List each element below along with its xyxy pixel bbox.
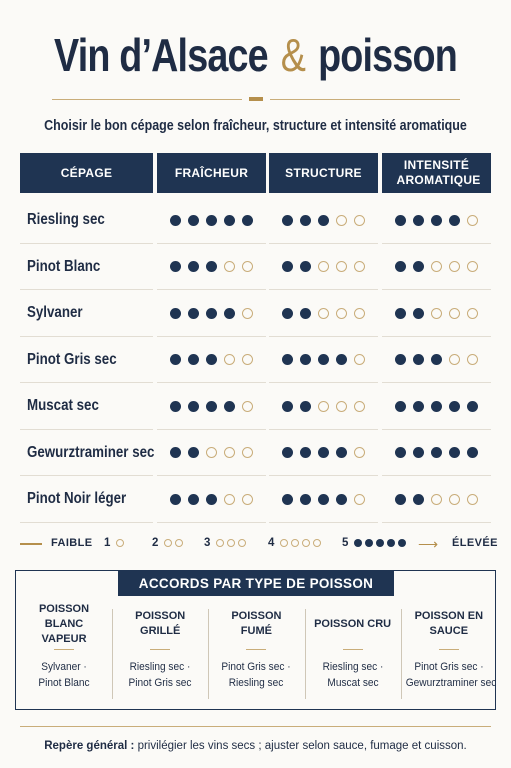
filled-dot-icon xyxy=(282,215,293,226)
fish-type xyxy=(17,602,111,645)
empty-dot-icon xyxy=(467,494,478,505)
empty-dot-icon xyxy=(116,539,124,547)
freshness-rating xyxy=(157,197,266,244)
filled-dot-icon xyxy=(282,261,293,272)
empty-dot-icon xyxy=(336,261,347,272)
grape-name: Pinot Gris sec xyxy=(27,350,117,368)
grape-name: Muscat sec xyxy=(27,397,99,415)
filled-dot-icon xyxy=(395,494,406,505)
filled-dot-icon xyxy=(467,447,478,458)
filled-dot-icon xyxy=(318,447,329,458)
filled-dot-icon xyxy=(395,308,406,319)
filled-dot-icon xyxy=(413,494,424,505)
filled-dot-icon xyxy=(413,215,424,226)
footer-rule xyxy=(20,726,491,727)
structure-rating xyxy=(269,290,378,337)
filled-dot-icon xyxy=(413,308,424,319)
empty-dot-icon xyxy=(336,401,347,412)
legend-level-number: 4 xyxy=(268,537,275,549)
fish-type xyxy=(402,607,496,641)
legend-arrow-icon: ⟶ xyxy=(418,536,439,552)
filled-dot-icon xyxy=(431,215,442,226)
freshness-rating xyxy=(157,430,266,477)
recommended-wine: Pinot Blanc xyxy=(38,677,90,689)
filled-dot-icon xyxy=(431,447,442,458)
recommended-wine: Pinot Gris sec · xyxy=(414,661,484,673)
empty-dot-icon xyxy=(302,539,310,547)
empty-dot-icon xyxy=(354,308,365,319)
empty-dot-icon xyxy=(467,215,478,226)
pairing-panel xyxy=(15,570,496,710)
freshness-rating xyxy=(157,383,266,430)
title-rule-mark xyxy=(249,97,263,101)
empty-dot-icon xyxy=(216,539,224,547)
table-row xyxy=(20,337,491,384)
row-divider xyxy=(20,522,153,523)
fish-type-label: POISSON EN SAUCE xyxy=(414,610,484,637)
filled-dot-icon xyxy=(413,261,424,272)
filled-dot-icon xyxy=(188,401,199,412)
fish-type xyxy=(306,607,400,641)
freshness-rating xyxy=(157,244,266,291)
subtitle: Choisir le bon cépage selon fraîcheur, structure et intensité aromatique xyxy=(44,118,467,134)
empty-dot-icon xyxy=(467,354,478,365)
grape-name: Pinot Noir léger xyxy=(27,490,127,508)
filled-dot-icon xyxy=(387,539,395,547)
legend-level-number: 2 xyxy=(152,537,159,549)
fish-type-label: POISSON BLANC VAPEUR xyxy=(38,602,90,645)
title-part-wine: Vin d’Alsace xyxy=(54,29,268,81)
recommended-wine: Riesling sec · xyxy=(129,661,191,673)
filled-dot-icon xyxy=(449,447,460,458)
recommended-wine: Pinot Gris sec · xyxy=(221,661,291,673)
recommended-wine: Muscat sec xyxy=(326,677,379,689)
filled-dot-icon xyxy=(170,215,181,226)
structure-rating xyxy=(269,383,378,430)
recommended-wine: Pinot Gris sec xyxy=(128,677,192,689)
pairing-column xyxy=(209,607,303,703)
filled-dot-icon xyxy=(413,447,424,458)
recommended-wine: Gewurztraminer sec xyxy=(405,677,497,689)
structure-rating xyxy=(269,430,378,477)
pairing-column xyxy=(113,607,207,703)
filled-dot-icon xyxy=(467,401,478,412)
filled-dot-icon xyxy=(365,539,373,547)
empty-dot-icon xyxy=(242,308,253,319)
legend-level xyxy=(342,537,406,549)
empty-dot-icon xyxy=(242,447,253,458)
grape-name: Gewurztraminer sec xyxy=(27,443,155,461)
filled-dot-icon xyxy=(282,354,293,365)
filled-dot-icon xyxy=(300,215,311,226)
pairing-column xyxy=(17,602,111,703)
filled-dot-icon xyxy=(395,215,406,226)
filled-dot-icon xyxy=(188,447,199,458)
legend-level-number: 3 xyxy=(204,537,211,549)
row-divider xyxy=(157,522,266,523)
grape-name: Sylvaner xyxy=(27,304,83,322)
table-row xyxy=(20,197,491,244)
filled-dot-icon xyxy=(170,308,181,319)
filled-dot-icon xyxy=(206,354,217,365)
empty-dot-icon xyxy=(336,308,347,319)
empty-dot-icon xyxy=(354,401,365,412)
empty-dot-icon xyxy=(354,447,365,458)
column-separator xyxy=(208,609,209,699)
empty-dot-icon xyxy=(227,539,235,547)
filled-dot-icon xyxy=(282,401,293,412)
filled-dot-icon xyxy=(300,308,311,319)
column-header-intensity-label: INTENSITÉ AROMATIQUE xyxy=(396,158,481,187)
legend-high-label: ÉLEVÉE xyxy=(452,537,498,549)
title-rule-left xyxy=(52,99,242,100)
legend-level xyxy=(152,537,183,549)
table-row xyxy=(20,476,491,523)
empty-dot-icon xyxy=(318,308,329,319)
column-header-freshness: FRAÎCHEUR xyxy=(157,153,266,193)
empty-dot-icon xyxy=(354,261,365,272)
structure-rating xyxy=(269,337,378,384)
structure-rating xyxy=(269,197,378,244)
filled-dot-icon xyxy=(336,354,347,365)
filled-dot-icon xyxy=(224,308,235,319)
filled-dot-icon xyxy=(282,308,293,319)
empty-dot-icon xyxy=(206,447,217,458)
empty-dot-icon xyxy=(318,261,329,272)
column-header-intensity xyxy=(382,153,491,193)
filled-dot-icon xyxy=(354,539,362,547)
empty-dot-icon xyxy=(449,308,460,319)
table-row xyxy=(20,290,491,337)
intensity-rating xyxy=(382,290,491,337)
fish-type-label: POISSON GRILLÉ xyxy=(135,610,186,637)
intensity-rating xyxy=(382,430,491,477)
empty-dot-icon xyxy=(238,539,246,547)
empty-dot-icon xyxy=(467,261,478,272)
filled-dot-icon xyxy=(300,494,311,505)
footer-note xyxy=(0,740,511,752)
filled-dot-icon xyxy=(318,354,329,365)
filled-dot-icon xyxy=(395,447,406,458)
filled-dot-icon xyxy=(170,354,181,365)
empty-dot-icon xyxy=(280,539,288,547)
freshness-rating xyxy=(157,476,266,523)
filled-dot-icon xyxy=(300,447,311,458)
filled-dot-icon xyxy=(395,354,406,365)
filled-dot-icon xyxy=(206,494,217,505)
table-row xyxy=(20,244,491,291)
grape-table xyxy=(20,197,491,523)
intensity-rating xyxy=(382,383,491,430)
pairing-divider xyxy=(150,649,170,650)
row-divider xyxy=(269,522,378,523)
filled-dot-icon xyxy=(170,401,181,412)
empty-dot-icon xyxy=(354,215,365,226)
legend-line-left xyxy=(20,543,42,545)
filled-dot-icon xyxy=(282,494,293,505)
filled-dot-icon xyxy=(413,401,424,412)
intensity-rating xyxy=(382,244,491,291)
empty-dot-icon xyxy=(431,308,442,319)
filled-dot-icon xyxy=(395,401,406,412)
table-row xyxy=(20,430,491,477)
empty-dot-icon xyxy=(242,494,253,505)
empty-dot-icon xyxy=(354,494,365,505)
empty-dot-icon xyxy=(313,539,321,547)
filled-dot-icon xyxy=(431,401,442,412)
filled-dot-icon xyxy=(318,494,329,505)
column-separator xyxy=(401,609,402,699)
empty-dot-icon xyxy=(449,261,460,272)
pairing-panel-title: ACCORDS PAR TYPE DE POISSON xyxy=(118,571,394,596)
structure-rating xyxy=(269,244,378,291)
empty-dot-icon xyxy=(224,354,235,365)
column-separator xyxy=(305,609,306,699)
filled-dot-icon xyxy=(431,354,442,365)
empty-dot-icon xyxy=(224,447,235,458)
legend-level xyxy=(204,537,246,549)
empty-dot-icon xyxy=(449,354,460,365)
empty-dot-icon xyxy=(164,539,172,547)
filled-dot-icon xyxy=(188,354,199,365)
filled-dot-icon xyxy=(336,494,347,505)
column-separator xyxy=(112,609,113,699)
empty-dot-icon xyxy=(242,401,253,412)
pairing-column xyxy=(402,607,496,703)
recommended-wine: Sylvaner · xyxy=(41,661,87,673)
empty-dot-icon xyxy=(467,308,478,319)
filled-dot-icon xyxy=(395,261,406,272)
empty-dot-icon xyxy=(431,261,442,272)
filled-dot-icon xyxy=(188,215,199,226)
filled-dot-icon xyxy=(449,401,460,412)
structure-rating xyxy=(269,476,378,523)
empty-dot-icon xyxy=(175,539,183,547)
filled-dot-icon xyxy=(242,215,253,226)
filled-dot-icon xyxy=(188,494,199,505)
legend-level-number: 5 xyxy=(342,537,349,549)
grape-name: Pinot Blanc xyxy=(27,257,101,275)
filled-dot-icon xyxy=(300,261,311,272)
fish-type-label: POISSON FUMÉ xyxy=(231,610,282,637)
page-title xyxy=(46,28,465,82)
empty-dot-icon xyxy=(431,494,442,505)
filled-dot-icon xyxy=(170,494,181,505)
filled-dot-icon xyxy=(224,215,235,226)
empty-dot-icon xyxy=(336,215,347,226)
pairing-divider xyxy=(439,649,459,650)
filled-dot-icon xyxy=(413,354,424,365)
title-ampersand: & xyxy=(280,29,306,81)
filled-dot-icon xyxy=(170,447,181,458)
empty-dot-icon xyxy=(449,494,460,505)
empty-dot-icon xyxy=(224,261,235,272)
empty-dot-icon xyxy=(318,401,329,412)
filled-dot-icon xyxy=(188,261,199,272)
pairing-divider xyxy=(54,649,74,650)
table-row xyxy=(20,383,491,430)
column-header-structure: STRUCTURE xyxy=(269,153,378,193)
filled-dot-icon xyxy=(336,447,347,458)
filled-dot-icon xyxy=(224,401,235,412)
footer-label: Repère général : xyxy=(44,740,135,752)
filled-dot-icon xyxy=(449,215,460,226)
legend-level-number: 1 xyxy=(104,537,111,549)
filled-dot-icon xyxy=(206,401,217,412)
fish-type xyxy=(209,607,303,641)
filled-dot-icon xyxy=(170,261,181,272)
filled-dot-icon xyxy=(188,308,199,319)
pairing-divider xyxy=(343,649,363,650)
filled-dot-icon xyxy=(376,539,384,547)
filled-dot-icon xyxy=(300,401,311,412)
empty-dot-icon xyxy=(291,539,299,547)
rating-legend xyxy=(20,532,498,556)
grape-name: Riesling sec xyxy=(27,211,105,229)
filled-dot-icon xyxy=(318,215,329,226)
row-divider xyxy=(382,522,491,523)
legend-level xyxy=(104,537,124,549)
title-rule-right xyxy=(270,99,460,100)
footer-text: privilégier les vins secs ; ajuster selon sauce, fumage et cuisson. xyxy=(137,740,467,752)
filled-dot-icon xyxy=(282,447,293,458)
empty-dot-icon xyxy=(224,494,235,505)
intensity-rating xyxy=(382,337,491,384)
title-part-fish: poisson xyxy=(318,29,457,81)
column-header-grape: CÉPAGE xyxy=(20,153,153,193)
legend-level xyxy=(268,537,321,549)
freshness-rating xyxy=(157,337,266,384)
freshness-rating xyxy=(157,290,266,337)
filled-dot-icon xyxy=(206,308,217,319)
pairing-column xyxy=(306,607,400,703)
empty-dot-icon xyxy=(242,261,253,272)
intensity-rating xyxy=(382,197,491,244)
filled-dot-icon xyxy=(206,261,217,272)
intensity-rating xyxy=(382,476,491,523)
recommended-wine: Riesling sec · xyxy=(322,661,383,673)
legend-low-label: FAIBLE xyxy=(51,537,93,549)
filled-dot-icon xyxy=(300,354,311,365)
fish-type xyxy=(113,607,207,641)
pairing-divider xyxy=(246,649,266,650)
empty-dot-icon xyxy=(242,354,253,365)
filled-dot-icon xyxy=(206,215,217,226)
empty-dot-icon xyxy=(354,354,365,365)
filled-dot-icon xyxy=(398,539,406,547)
recommended-wine: Riesling sec xyxy=(229,677,284,689)
fish-type-label: POISSON CRU xyxy=(314,617,392,630)
